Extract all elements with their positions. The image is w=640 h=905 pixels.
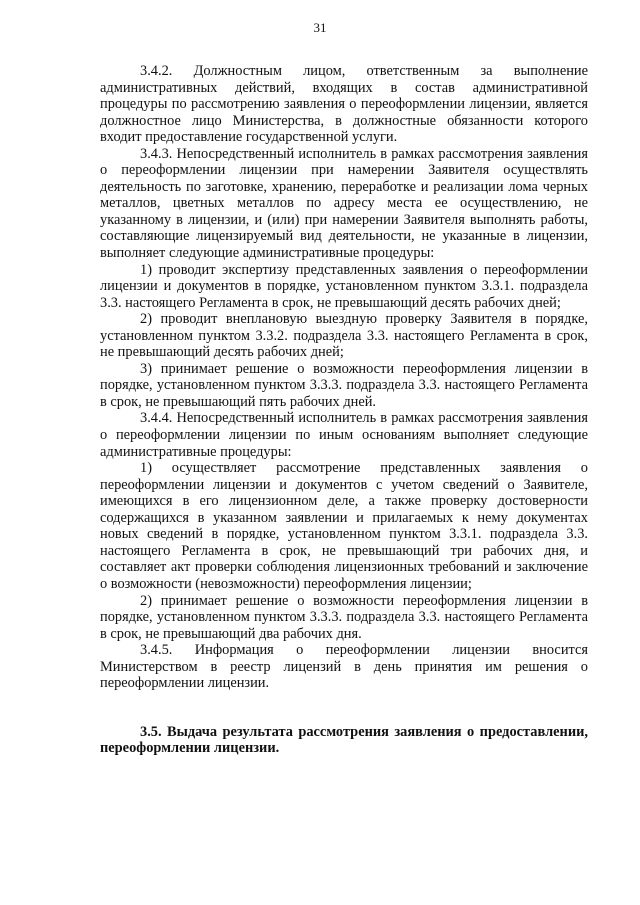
paragraph-3-4-5: 3.4.5. Информация о переоформлении лицензии вносится Министерством в реестр лицензий в день принятия им решения о переоформлении лицензии.: [100, 642, 588, 692]
list-item-3-4-3-3: 3) принимает решение о возможности переоформления лицензии в порядке, установленном пунктом 3.3.3. подраздела 3.3. настоящего Регламента в срок, не превышающий пять рабочих дней.: [100, 360, 588, 410]
paragraph-3-4-4: 3.4.4. Непосредственный исполнитель в рамках рассмотрения заявления о переоформлении лицензии по иным основаниям выполняет следующие административные процедуры:: [100, 410, 588, 460]
paragraph-3-4-3: 3.4.3. Непосредственный исполнитель в рамках рассмотрения заявления о переоформлении лицензии при намерении Заявителя осуществлять деятельность по заготовке, хранению, переработке и реализации лома черных металлов, цветных металлов по адресу места ее осуществлению, не указанному в лицензии, и (или) при намерении Заявителя выполнять работы, составляющие лицензируемый вид деятельности, не указанные в лицензии, выполняет следующие административные процедуры:: [100, 145, 588, 262]
page-number: 31: [313, 20, 327, 35]
paragraph-3-4-2: 3.4.2. Должностным лицом, ответственным за выполнение административных действий, входящих в состав административной процедуры по рассмотрению заявления о переоформлении лицензии, является должностное лицо Министерства, в должностные обязанности которого входит предоставление государственной услуги.: [100, 63, 588, 146]
list-item-3-4-3-2: 2) проводит внеплановую выездную проверку Заявителя в порядке, установленном пунктом 3.3.2. подраздела 3.3. настоящего Регламента в срок, не превышающий десять рабочих дней;: [100, 311, 588, 361]
list-item-3-4-4-2: 2) принимает решение о возможности переоформления лицензии в порядке, установленном пунктом 3.3.3. подраздела 3.3. настоящего Регламента в срок, не превышающий два рабочих дня.: [100, 592, 588, 642]
list-item-3-4-3-1: 1) проводит экспертизу представленных заявления о переоформлении лицензии и документов в порядке, установленном пунктом 3.3.1. подраздела 3.3. настоящего Регламента в срок, не превышающий десять рабочих дней;: [100, 261, 588, 311]
document-body: [100, 63, 588, 757]
list-item-3-4-4-1: 1) осуществляет рассмотрение представленных заявления о переоформлении лицензии и документов с учетом сведений о Заявителе, имеющихся в его лицензионном деле, а также проверку достоверности содержащихся в указанном заявлении и прилагаемых к нему документах новых сведений в порядке, установленном пунктом 3.3.1. подраздела 3.3. настоящего Регламента в срок, не превышающий три рабочих дня, и составляет акт проверки соблюдения лицензионных требований и заключение о возможности (невозможности) переоформления лицензии;: [100, 460, 588, 592]
section-heading-3-5: 3.5. Выдача результата рассмотрения заявления о предоставлении, переоформлении лицензии.: [100, 723, 588, 757]
